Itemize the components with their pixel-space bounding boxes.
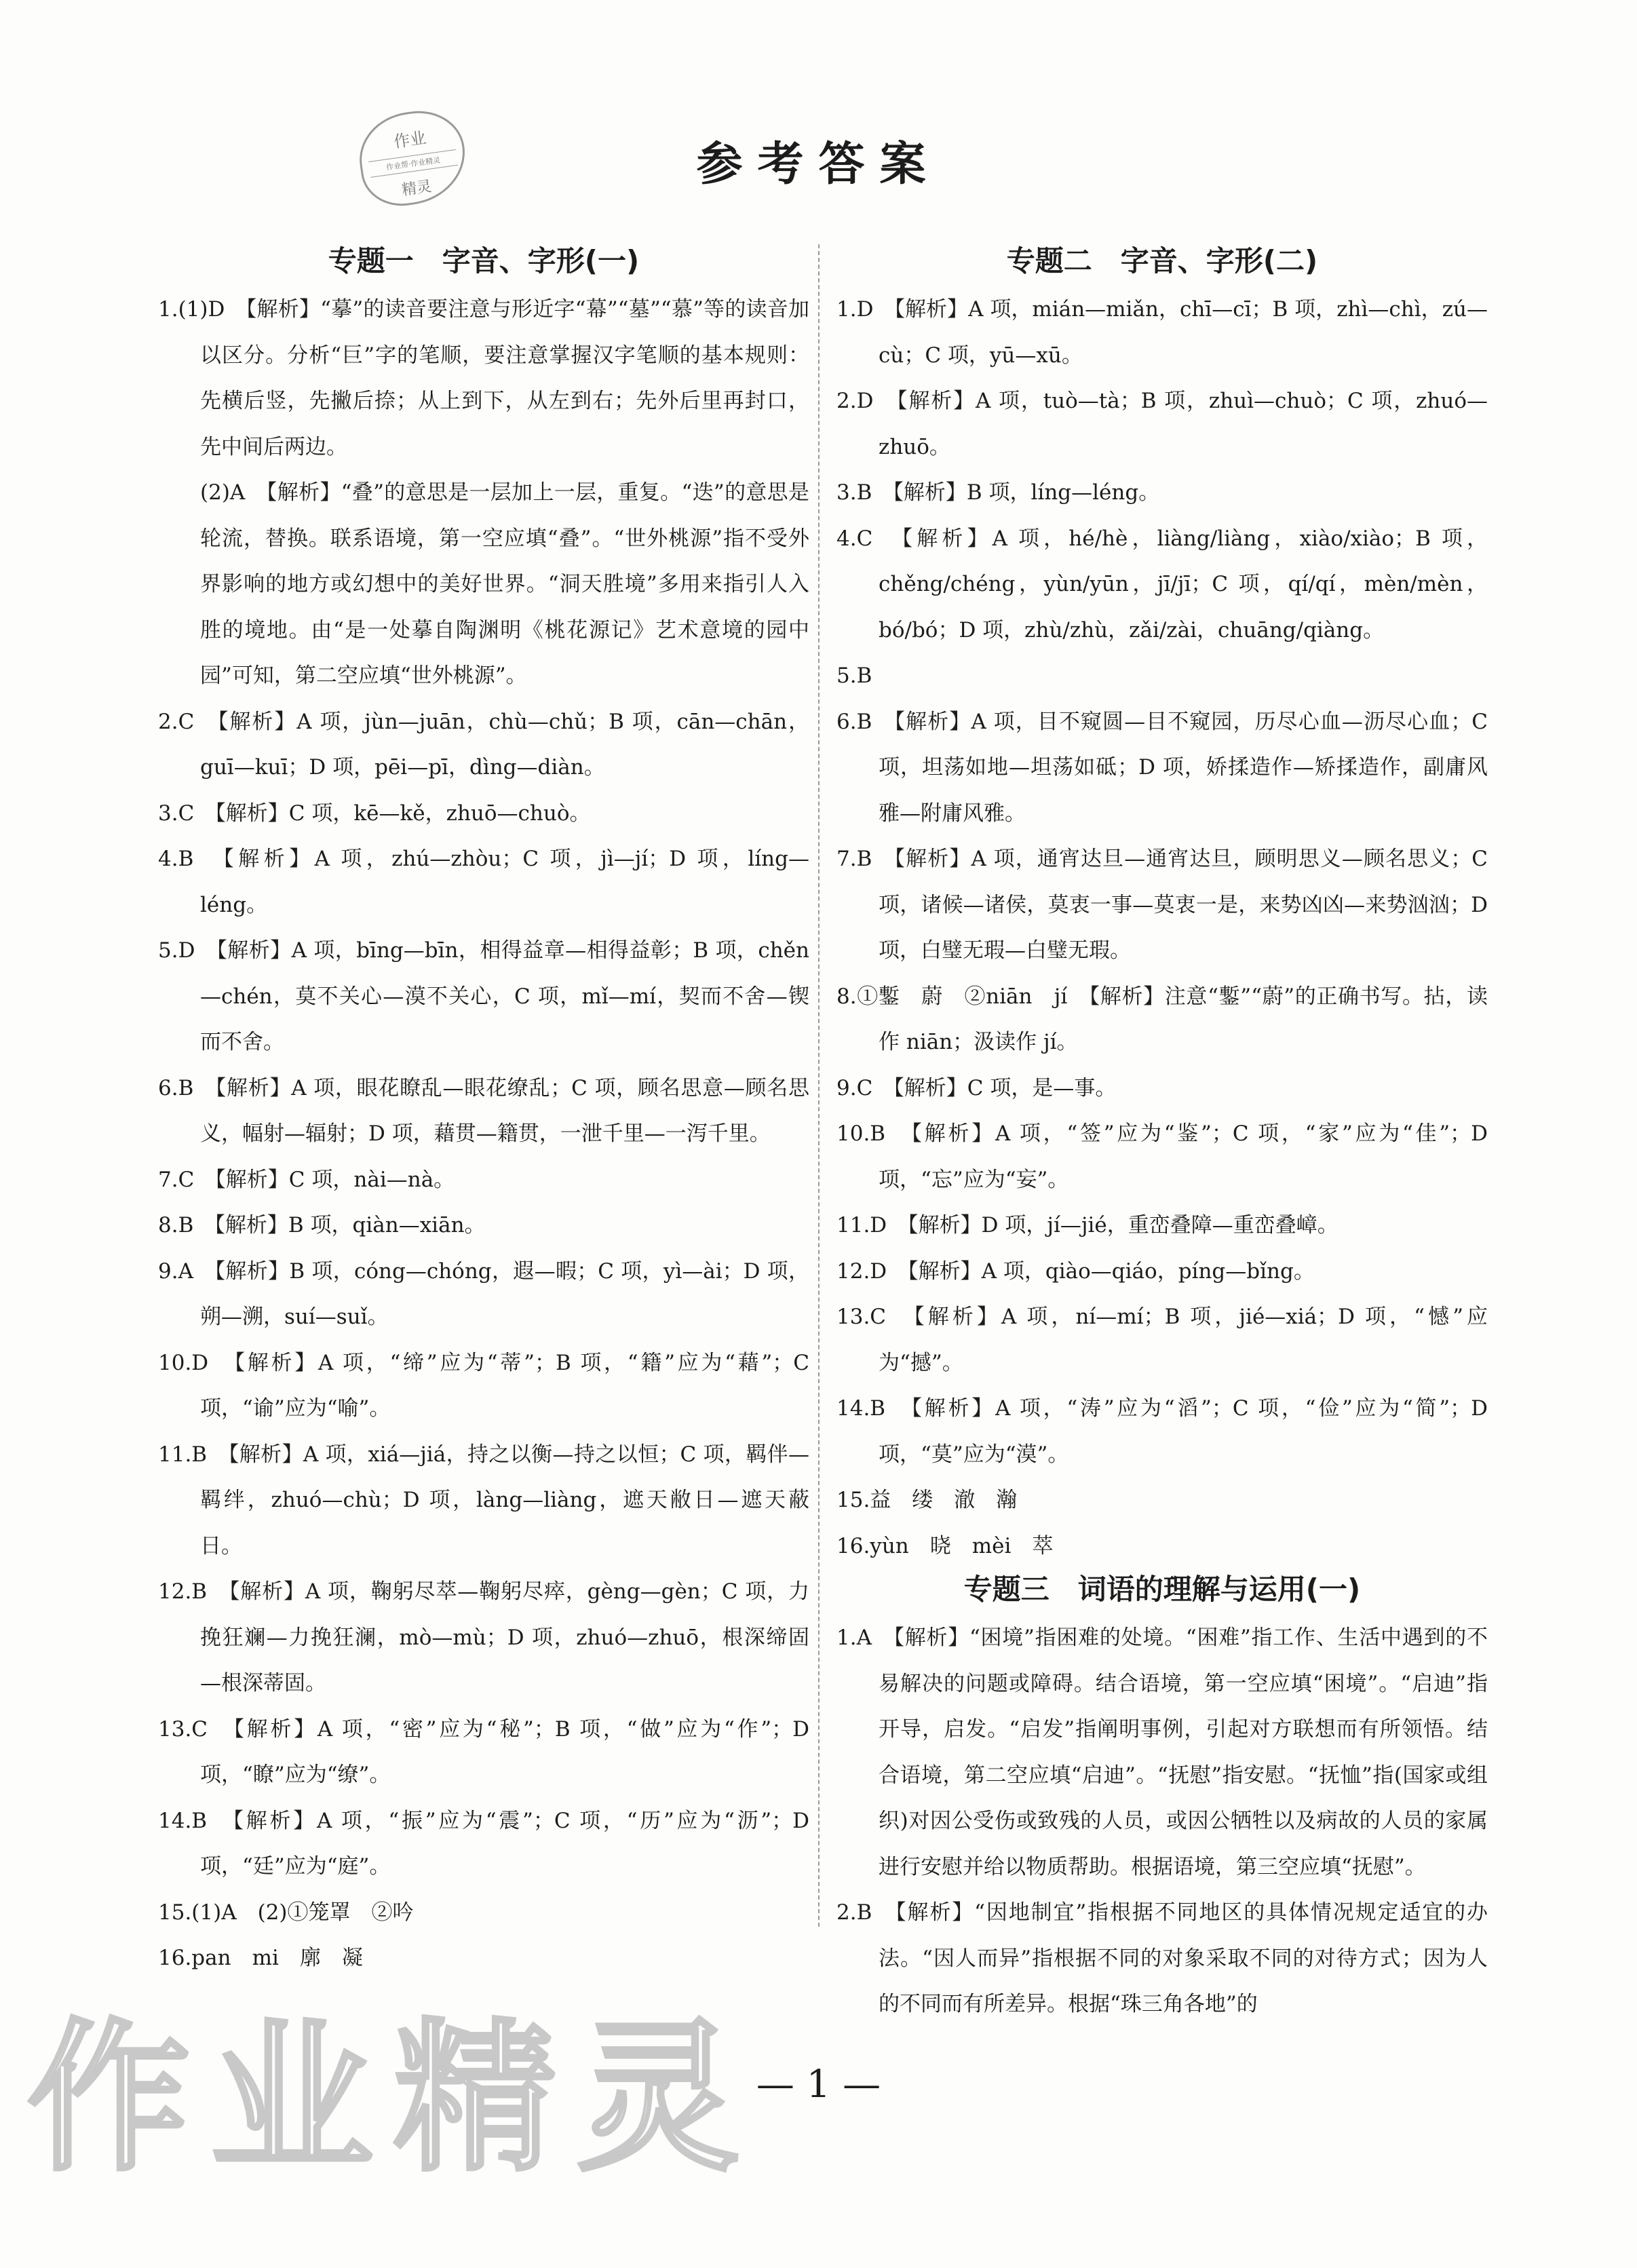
answer-item: 13.C 【解析】A 项，ní—mí；B 项，jié—xiá；D 项，“憾”应为“撼”。 [836,1305,1488,1375]
answer-item: 2.C 【解析】A 项，jùn—juān，chù—chǔ；B 项，cān—chān，guī—kuī；D 项，pēi—pī，dìng—diàn。 [158,709,809,780]
answer-item: 11.B 【解析】A 项，xiá—jiá，持之以衡—持之以恒；C 项，羁伴—羁绊，zhuó—chù；D 项，làng—liàng，遮天敝日—遮天蔽日。 [158,1442,809,1558]
right-column [836,241,1488,2028]
answer-item: 2.D 【解析】A 项，tuò—tà；B 项，zhuì—chuò；C 项，zhuó—zhuō。 [836,389,1488,459]
answer-item: 3.B 【解析】B 项，líng—léng。 [836,480,1160,505]
answer-item: 2.B 【解析】“因地制宜”指根据不同地区的具体情况规定适宜的办法。“因人而异”指根据不同的对象采取不同的对待方式；因为人的不同而有所差异。根据“珠三角各地”的 [836,1900,1488,2016]
answer-item: 1.(1)D 【解析】“摹”的读音要注意与形近字“幕”“墓”“慕”等的读音加以区分。分析“巨”字的笔顺，要注意掌握汉字笔顺的基本规则：先横后竖，先撇后捺；从上到下，从左到右；先外后里再封口，先中间后两边。 [158,297,809,459]
answer-item: 10.B 【解析】A 项，“签”应为“鉴”；C 项，“家”应为“佳”；D 项，“忘”应为“妄”。 [836,1121,1488,1192]
watermark: 作业精灵 [27,2003,760,2193]
answer-item: 8.B 【解析】B 项，qiàn—xiān。 [158,1213,486,1237]
answer-item: 15.(1)A (2)①笼罩 ②吟 [158,1900,414,1925]
answer-item: 12.D 【解析】A 项，qiào—qiáo，píng—bǐng。 [836,1258,1315,1284]
answer-item: 5.D 【解析】A 项，bīng—bīn，相得益章—相得益彰；B 项，chěn—chén，莫不关心—漠不关心，C 项，mǐ—mí，契而不舍—锲而不舍。 [158,938,809,1054]
page-title: 参考答案 [696,138,941,191]
answer-item: 5.B [836,664,872,688]
answer-item: 4.C 【解析】A 项，hé/hè，liàng/liàng，xiào/xiào；B 项，chěng/chéng，yùn/yūn，jī/jī；C 项，qí/qí，mèn/mèn，bó/bó；D 项，zhù/zhù，zǎi/zài，chuāng/qiàng。 [836,526,1488,642]
answer-item: 11.D 【解析】D 项，jí—jié，重峦叠障—重峦叠嶂。 [836,1213,1339,1237]
answer-item: 15.益 缕 澈 瀚 [836,1488,1018,1512]
section-heading-3: 专题三 词语的理解与运用(一) [963,1573,1361,1606]
section-heading-1: 专题一 字音、字形(一) [328,244,640,277]
stamp-logo: 作业 作业帮·作业精灵 精灵 [353,105,471,211]
page-number: — 1 — [756,2062,881,2107]
answer-item: 13.C 【解析】A 项，“密”应为“秘”；B 项，“做”应为“作”；D 项，“瞭”应为“缭”。 [158,1716,809,1787]
answer-item: 16.pan mi 廓 凝 [158,1946,363,1970]
answer-item: 14.B 【解析】A 项，“涛”应为“滔”；C 项，“俭”应为“简”；D 项，“莫”应为“漠”。 [836,1396,1488,1467]
answer-item: 9.C 【解析】C 项，是—事。 [836,1075,1117,1100]
answer-item: 6.B 【解析】A 项，眼花瞭乱—眼花缭乱；C 项，顾名思意—顾名思义，幅射—辐射；D 项，藉贯—籍贯，一泄千里—一泻千里。 [158,1075,809,1146]
answer-item: 14.B 【解析】A 项，“振”应为“震”；C 项，“历”应为“沥”；D 项，“廷”应为“庭”。 [158,1808,809,1879]
column-divider [818,244,820,1927]
answer-item: 1.A 【解析】“困境”指困难的处境。“困难”指工作、生活中遇到的不易解决的问题或障碍。结合语境，第一空应填“困境”。“启迪”指开导，启发。“启发”指阐明事例，引起对方联想而有所领悟。结合语境，第二空应填“启迪”。“抚慰”指安慰。“抚恤”指(国家或组织)对因公受伤或致残的人员，或因公牺牲以及病故的人员的家属进行安慰并给以物质帮助。根据语境，第三空应填“抚慰”。 [836,1626,1488,1879]
answer-item: 16.yùn 晓 mèi 萃 [836,1533,1054,1558]
answer-item: 12.B 【解析】A 项，鞠躬尽萃—鞠躬尽瘁，gèng—gèn；C 项，力挽狂斓—力挽狂澜，mò—mù；D 项，zhuó—zhuō，根深缔固—根深蒂固。 [158,1579,809,1695]
answer-item: 6.B 【解析】A 项，目不窥圆—目不窥园，历尽心血—沥尽心血；C 项，坦荡如地—坦荡如砥；D 项，娇揉造作—矫揉造作，副庸风雅—附庸风雅。 [836,709,1488,826]
section-heading-2: 专题二 字音、字形(二) [1006,244,1318,277]
answer-item: 10.D 【解析】A 项，“缔”应为“蒂”；B 项，“籍”应为“藉”；C 项，“谕”应为“喻”。 [158,1350,809,1421]
answer-list-2 [836,287,1488,1569]
answer-item: 3.C 【解析】C 项，kē—kě，zhuō—chuò。 [158,801,591,826]
answer-item: 8.①鏨 蔚 ②niān jí 【解析】注意“鏨”“蔚”的正确书写。拈，读作 niān；汲读作 jí。 [836,984,1488,1054]
answer-item: 1.D 【解析】A 项，mián—miǎn，chī—cī；B 项，zhì—chì，zú—cù；C 项，yū—xū。 [836,297,1488,368]
answer-list-3 [836,1615,1488,2028]
answer-list-1 [158,287,809,1982]
left-column [158,241,809,1982]
answer-item: (2)A 【解析】“叠”的意思是一层加上一层，重复。“迭”的意思是轮流，替换。联系语境，第一空应填“叠”。“世外桃源”指不受外界影响的地方或幻想中的美好世界。“洞天胜境”多用来指引人入胜的境地。由“是一处摹自陶渊明《桃花源记》艺术意境的园中园”可知，第二空应填“世外桃源”。 [200,480,809,688]
answer-item: 7.C 【解析】C 项，nài—nà。 [158,1167,455,1192]
answer-item: 9.A 【解析】B 项，cóng—chóng，遐—暇；C 项，yì—ài；D 项，朔—溯，suí—suǐ。 [158,1258,809,1329]
answer-item: 7.B 【解析】A 项，通宵达旦—通宵达旦，顾明思义—顾名思义；C 项，诸候—诸侯，莫衷一事—莫衷一是，来势凶凶—来势汹汹；D 项，白璧无瑕—白璧无瑕。 [836,847,1488,963]
answer-item: 4.B 【解析】A 项，zhú—zhòu；C 项，jì—jí；D 项，líng—léng。 [158,847,809,917]
